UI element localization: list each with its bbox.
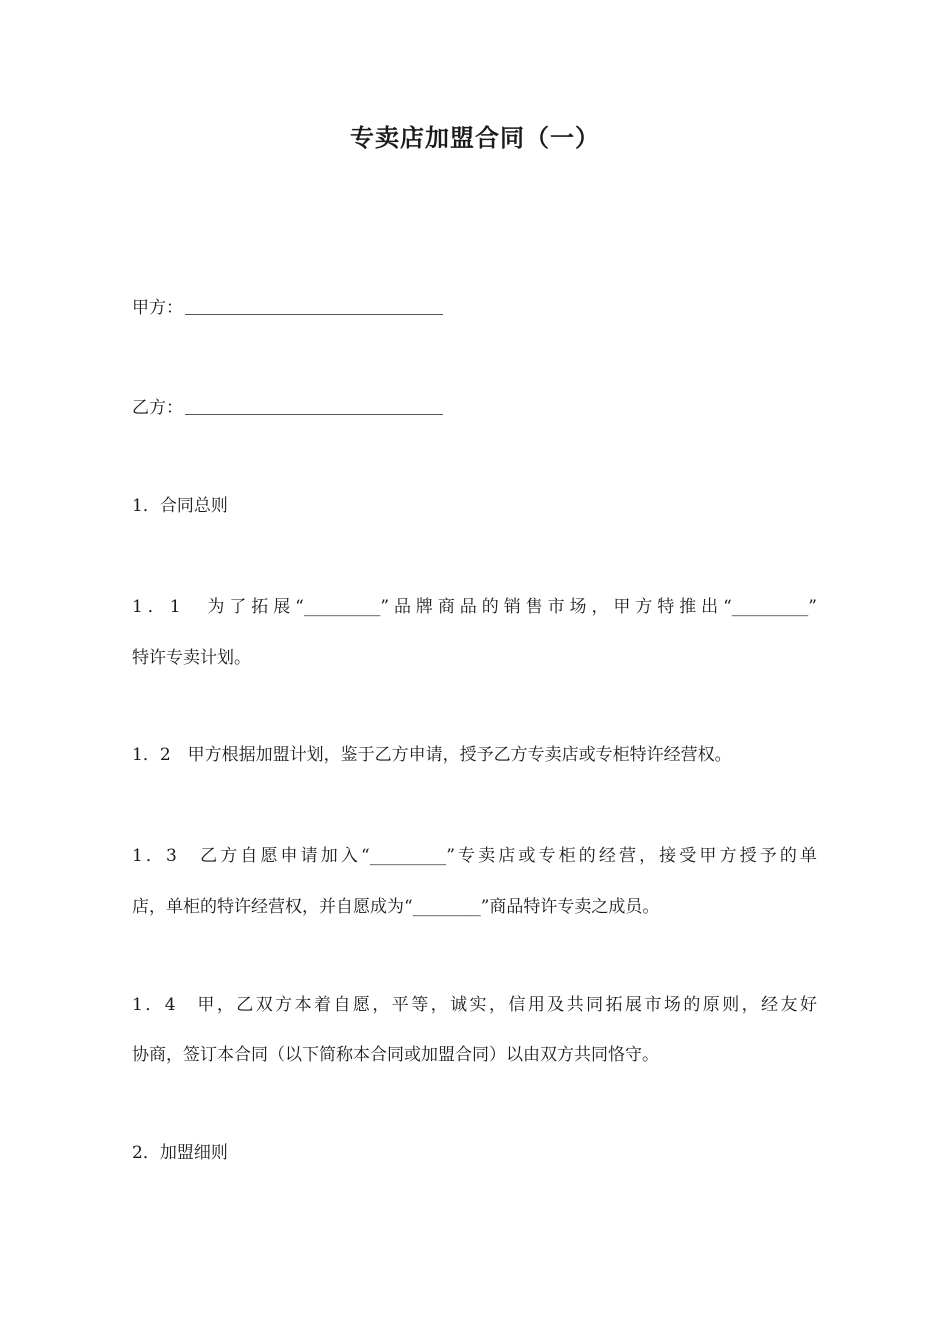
party-a-label: 甲方：: [132, 298, 183, 318]
section-1-heading: 1．合同总则: [132, 496, 228, 516]
clause-1-3-line-2: 店，单柜的特许经营权，并自愿成为“________”商品特许专卖之成员。: [132, 897, 660, 917]
party-b-line: [132, 396, 832, 420]
clause-1-4-line-1: 1．4 甲，乙双方本着自愿，平等，诚实，信用及共同拓展市场的原则，经友好: [132, 995, 817, 1015]
clause-1-4-line-2: 协商，签订本合同（以下简称本合同或加盟合同）以由双方共同恪守。: [132, 1045, 659, 1065]
clause-1-1-line-1: 1．1 为了拓展“_________”品牌商品的销售市场，甲方特推出“_________”: [132, 597, 817, 617]
clause-1-2-line-1: 1．2 甲方根据加盟计划，鉴于乙方申请，授予乙方专卖店或专柜特许经营权。: [132, 745, 732, 765]
party-b-blank: [185, 413, 443, 415]
party-a-line: [132, 296, 832, 320]
party-b-label: 乙方：: [132, 398, 183, 418]
section-2-heading: 2．加盟细则: [132, 1143, 228, 1163]
clause-1-1-line-2: 特许专卖计划。: [132, 648, 251, 668]
clause-1-3-line-1: 1．3 乙方自愿申请加入“_________”专卖店或专柜的经营，接受甲方授予的单: [132, 846, 817, 866]
party-a-blank: [185, 313, 443, 315]
document-title: 专卖店加盟合同（一）: [350, 124, 600, 152]
